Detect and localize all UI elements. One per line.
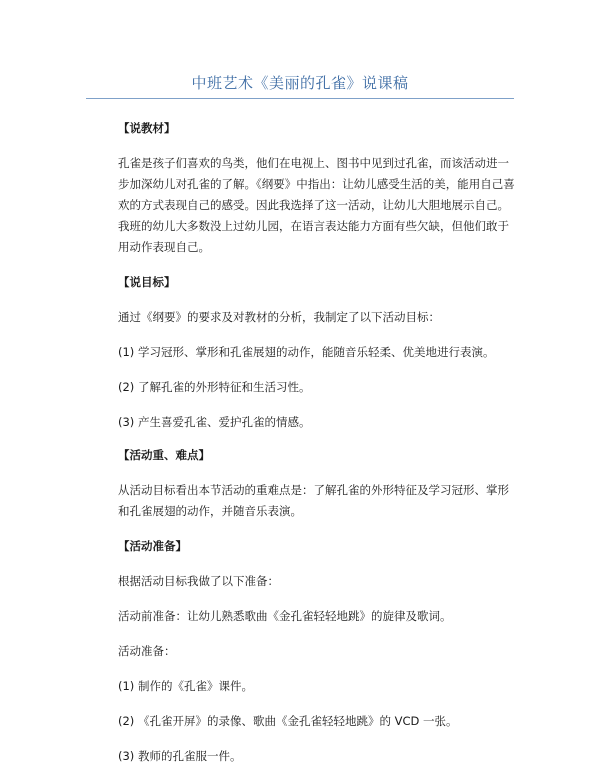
document-title: 中班艺术《美丽的孔雀》说课稿 [191,74,409,92]
goals-intro: 通过《纲要》的要求及对教材的分析，我制定了以下活动目标： [118,310,440,324]
goal-item-2: (2) 了解孔雀的外形特征和生活习性。 [118,380,311,394]
materials-paragraph: 孔雀是孩子们喜欢的鸟类，他们在电视上、图书中见到过孔雀，而该活动进一步加深幼儿对孔雀的了解。《纲要》中指出：让幼儿感受生活的美，能用自己喜欢的方式表现自己的感受。因此我选择了这一活动，让幼儿大胆地展示自己。我班的幼儿大多数没上过幼儿园，在语言表达能力方面有些欠缺，但他们敢于用动作表现自己。 [118,156,515,254]
preparation-heading: 【活动准备】 [118,539,187,553]
document-body [118,118,518,767]
preparation-intro: 根据活动目标我做了以下准备： [118,574,279,588]
preparation-label: 活动准备： [118,644,176,658]
preparation-before: 活动前准备：让幼儿熟悉歌曲《金孔雀轻轻地跳》的旋律及歌词。 [118,609,452,623]
goals-heading: 【说目标】 [118,275,176,289]
key-points-paragraph: 从活动目标看出本节活动的重难点是：了解孔雀的外形特征及学习冠形、掌形和孔雀展翅的动作，并随音乐表演。 [118,483,509,518]
key-points-heading: 【活动重、难点】 [118,448,210,462]
materials-heading: 【说教材】 [118,121,176,135]
goal-item-3: (3) 产生喜爱孔雀、爱护孔雀的情感。 [118,415,311,429]
goal-item-1: (1) 学习冠形、掌形和孔雀展翅的动作，能随音乐轻柔、优美地进行表演。 [118,345,495,359]
preparation-item-2: (2) 《孔雀开屏》的录像、歌曲《金孔雀轻轻地跳》的 VCD 一张。 [118,714,458,728]
preparation-item-1: (1) 制作的《孔雀》课件。 [118,679,253,693]
title-divider [86,98,514,99]
preparation-item-3: (3) 教师的孔雀服一件。 [118,749,242,763]
